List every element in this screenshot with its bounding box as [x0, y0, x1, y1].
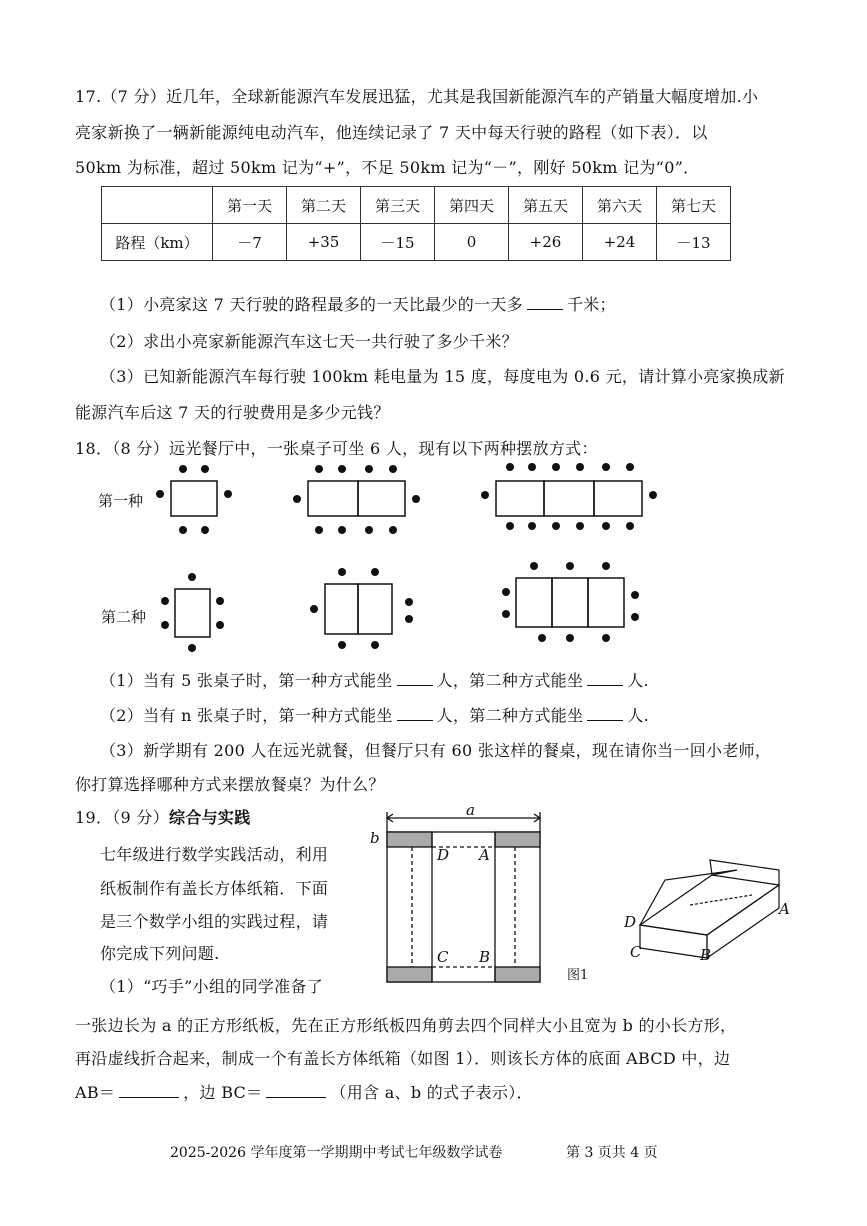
q19-l7: 再沿虚线折合起来，制成一个有盖长方体纸箱（如图 1）．则该长方体的底面 ABCD 中，边 — [75, 1049, 731, 1068]
fig-label-a: a — [466, 801, 475, 819]
header-day5: 第五天 — [509, 187, 583, 224]
fig-label-C: C — [437, 948, 449, 966]
q19-hint: （用含 a、b 的式子表示）． — [330, 1083, 533, 1102]
q18-line1: 18．（8 分）远光餐厅中，一张桌子可坐 6 人，现有以下两种摆放方式： — [75, 439, 598, 458]
q19-l5: （1）“巧手”小组的同学准备了 — [100, 977, 324, 996]
way1-label: 第一种 — [98, 492, 144, 510]
q17-line2: 亮家新换了一辆新能源纯电动汽车，他连续记录了 7 天中每天行驶的路程（如下表）．以 — [75, 123, 708, 142]
value-day5: +26 — [509, 224, 583, 261]
header-day4: 第四天 — [435, 187, 509, 224]
fig-label-D: D — [437, 846, 450, 864]
answer-blank[interactable] — [397, 671, 433, 686]
q19-l2: 纸板制作有盖长方体纸箱．下面 — [100, 879, 329, 898]
q19-l6: 一张边长为 a 的正方形纸板，先在正方形纸板四角剪去四个同样大小且宽为 b 的小长方形， — [75, 1016, 737, 1035]
q18-part2-text: （2）当有 n 张桌子时，第一种方式能坐 — [100, 706, 393, 725]
q18-part1-text2: 人，第二种方式能坐 — [436, 671, 584, 690]
header-day3: 第三天 — [361, 187, 435, 224]
box-label-A: A — [779, 900, 790, 918]
fig-caption: 图1 — [567, 968, 589, 983]
value-day3: －15 — [361, 224, 435, 261]
q19-l1: 七年级进行数学实践活动，利用 — [100, 845, 329, 864]
q18-part1 — [100, 670, 649, 692]
q18-part2-text2: 人，第二种方式能坐 — [436, 706, 584, 725]
q17-line1: 17.（7 分）近几年，全球新能源汽车发展迅猛，尤其是我国新能源汽车的产销量大幅度增加.小 — [75, 87, 759, 106]
value-day4: 0 — [435, 224, 509, 261]
q18-part2 — [100, 705, 649, 727]
answer-blank[interactable] — [397, 706, 433, 721]
q18-part1-end: 人. — [627, 671, 649, 690]
q18-part3a: （3）新学期有 200 人在远光就餐，但餐厅只有 60 张这样的餐桌，现在请你当一回小老师， — [100, 741, 772, 760]
fig-label-B: B — [479, 948, 491, 966]
q17-part3b: 能源汽车后这 7 天的行驶费用是多少元钱？ — [75, 403, 390, 422]
header-day1: 第一天 — [213, 187, 287, 224]
box-label-D: D — [624, 913, 637, 931]
value-day1: －7 — [213, 224, 287, 261]
figure1-net — [387, 812, 540, 982]
box-label-B: B — [700, 946, 712, 964]
value-day7: －13 — [657, 224, 731, 261]
answer-blank[interactable] — [587, 706, 623, 721]
q18-part1-text: （1）当有 5 张桌子时，第一种方式能坐 — [100, 671, 393, 690]
header-day2: 第二天 — [287, 187, 361, 224]
q17-line3: 50km 为标准，超过 50km 记为“+”，不足 50km 记为“－”，刚好 50km 记为“0”． — [75, 158, 700, 177]
q19-l3: 是三个数学小组的实践过程，请 — [100, 912, 329, 931]
q18-part2-end: 人. — [627, 706, 650, 725]
q17-part1-unit: 千米； — [566, 295, 616, 314]
answer-blank[interactable] — [587, 671, 623, 686]
answer-blank[interactable] — [119, 1083, 179, 1098]
value-day6: +24 — [583, 224, 657, 261]
answer-blank[interactable] — [266, 1083, 326, 1098]
q19-heading — [75, 807, 251, 829]
q17-part3a: （3）已知新能源汽车每行驶 100km 耗电量为 15 度，每度电为 0.6 元，请计算小亮家换成新 — [100, 367, 785, 386]
way2-label: 第二种 — [101, 608, 147, 626]
q17-part2: （2）求出小亮家新能源汽车这七天一共行驶了多少千米？ — [100, 332, 518, 351]
header-day7: 第七天 — [657, 187, 731, 224]
q19-number: 19．（9 分） — [75, 808, 170, 827]
q18-part3b: 你打算选择哪种方式来摆放餐桌？为什么？ — [75, 775, 385, 794]
box-label-C: C — [630, 943, 642, 961]
q17-part1-text: （1）小亮家这 7 天行驶的路程最多的一天比最少的一天多 — [100, 295, 523, 314]
row-label: 路程（km） — [102, 224, 213, 261]
q19-l8 — [75, 1082, 533, 1104]
header-day6: 第六天 — [583, 187, 657, 224]
page-number: 第 3 页共 4 页 — [566, 1145, 658, 1161]
q19-bc-label: ，边 BC＝ — [183, 1083, 263, 1102]
q19-ab-label: AB＝ — [75, 1083, 116, 1102]
footer-title: 2025-2026 学年度第一学期期中考试七年级数学试卷 — [170, 1145, 503, 1161]
fig-label-b: b — [370, 829, 380, 847]
figure1-box — [640, 860, 779, 958]
fig-label-A: A — [479, 846, 490, 864]
value-day2: +35 — [287, 224, 361, 261]
q19-l4: 你完成下列问题. — [100, 944, 220, 963]
q19-title: 综合与实践 — [169, 808, 251, 827]
